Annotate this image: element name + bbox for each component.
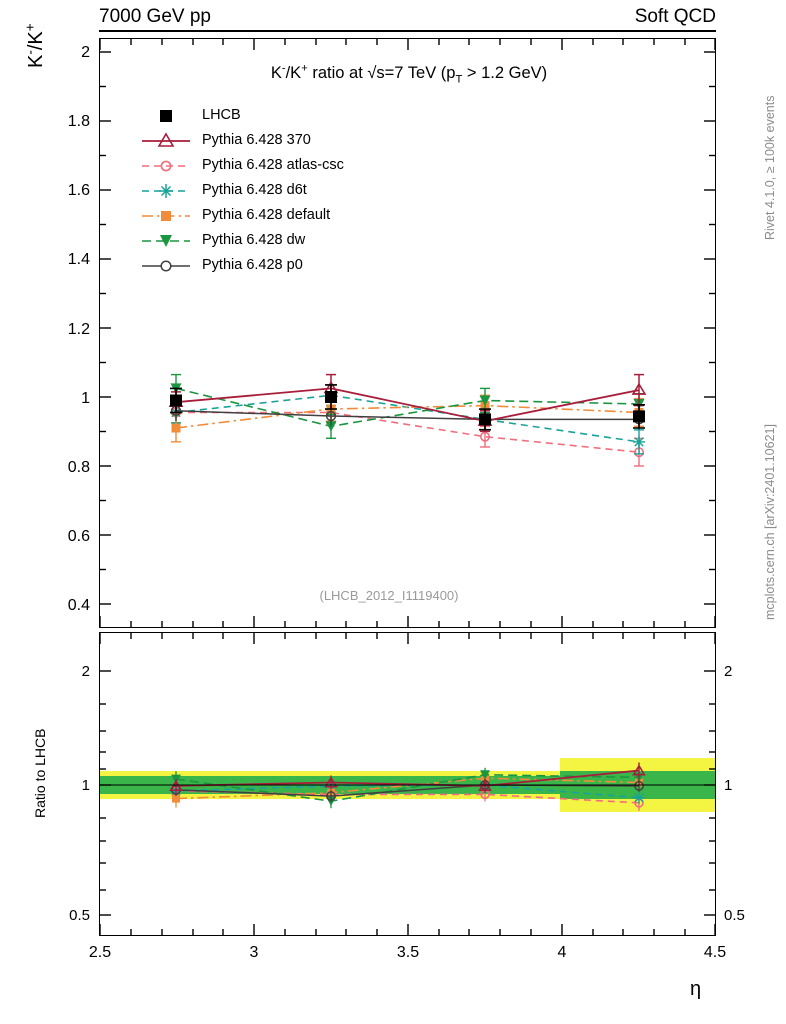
xtick-3: 3 (249, 944, 259, 961)
legend-marker-370 (140, 129, 192, 152)
legend-marker-dw (140, 229, 192, 252)
ratio-plot-canvas (99, 632, 716, 936)
series-dw (171, 375, 645, 439)
legend-label-p0: Pythia 6.428 p0 (202, 257, 303, 273)
main-ytick-1-8: 1.8 (67, 113, 90, 130)
legend-item-p0[interactable] (140, 254, 440, 277)
legend-item-lhcb[interactable] (140, 104, 440, 127)
legend-item-default[interactable] (140, 204, 440, 227)
legend-label-370: Pythia 6.428 370 (202, 132, 311, 148)
legend-item-d6t[interactable] (140, 179, 440, 202)
legend-item-atlas-csc[interactable] (140, 154, 440, 177)
header-rule (99, 30, 716, 32)
main-plot-title-text: K-/K+ ratio at √s=7 TeV ($p_T > 1.2$ GeV) (270, 62, 548, 85)
legend-label-dw: Pythia 6.428 dw (202, 232, 306, 248)
series-370 (170, 375, 645, 432)
main-ytick-1-6: 1.6 (67, 182, 90, 199)
legend-marker-lhcb (140, 104, 192, 127)
main-ytick-0-8: 0.8 (67, 459, 90, 476)
legend-label-atlas-csc: Pythia 6.428 atlas-csc (202, 157, 344, 173)
xtick-3-5: 3.5 (396, 944, 420, 961)
ratio-ytick-0-5-right: 0.5 (724, 907, 745, 924)
ratio-ytick-2-right: 2 (724, 663, 733, 680)
main-ytick-0-4: 0.4 (67, 597, 90, 614)
ratio-ytick-1-right: 1 (724, 777, 733, 794)
ratio-ytick-1-left: 1 (81, 777, 90, 794)
main-y-axis-title-text: K-/K+ (22, 23, 47, 68)
legend-item-370[interactable] (140, 129, 440, 152)
legend-marker-d6t (140, 179, 192, 202)
header-right-label: Soft QCD (634, 6, 716, 27)
rivet-version-label: Rivet 4.1.0, ≥ 100k events (763, 95, 777, 240)
series-atlas-csc (171, 402, 644, 466)
ratio-ytick-2-left: 2 (81, 663, 90, 680)
main-ytick-1-4: 1.4 (67, 251, 90, 268)
xtick-4: 4 (557, 944, 567, 961)
legend-marker-atlas-csc (140, 154, 192, 177)
legend-label-lhcb: LHCB (202, 107, 241, 123)
main-ytick-2: 2 (81, 44, 90, 61)
ratio-ytick-0-5-left: 0.5 (69, 907, 90, 924)
mcplots-arxiv-label: mcplots.cern.ch [arXiv:2401.10621] (763, 424, 777, 620)
xtick-2-5: 2.5 (88, 944, 112, 961)
legend-marker-p0 (140, 254, 192, 277)
ratio-y-axis-title: Ratio to LHCB (32, 728, 48, 818)
header-left-label: 7000 GeV pp (99, 6, 211, 27)
series-default (171, 395, 644, 442)
main-ytick-0-6: 0.6 (67, 528, 90, 545)
main-ytick-1: 1 (81, 390, 90, 407)
main-ytick-1-2: 1.2 (67, 321, 90, 338)
legend-item-dw[interactable] (140, 229, 440, 252)
xtick-4-5: 4.5 (703, 944, 727, 961)
legend-label-default: Pythia 6.428 default (202, 207, 331, 223)
legend-label-d6t: Pythia 6.428 d6t (202, 182, 307, 198)
x-axis-title: η (690, 978, 702, 1000)
analysis-id-watermark: (LHCB_2012_I1119400) (319, 588, 459, 603)
legend-marker-default (140, 204, 192, 227)
